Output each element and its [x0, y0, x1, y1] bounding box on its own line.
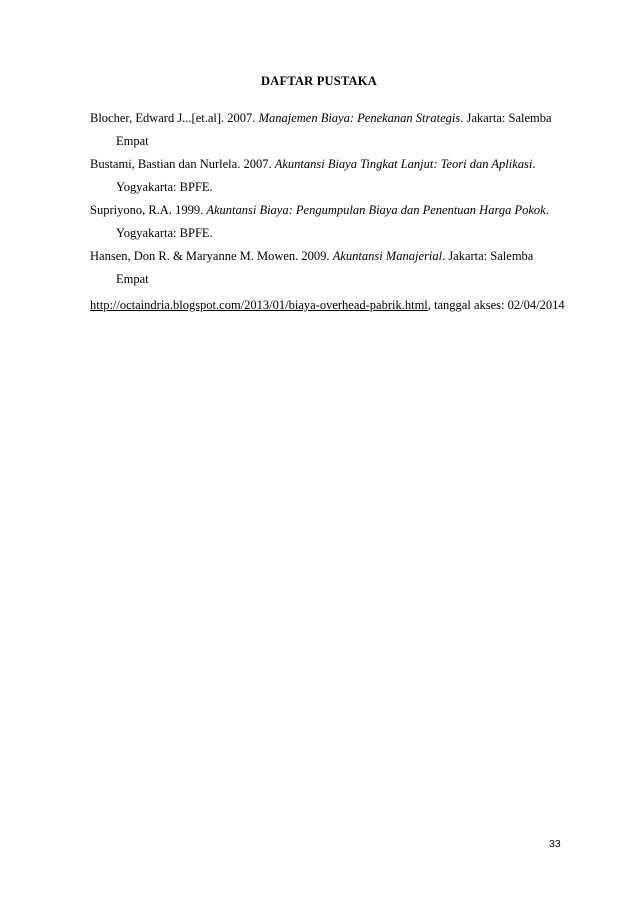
- reference-publisher: . Yogyakarta: BPFE.: [116, 203, 549, 240]
- reference-book-title: Akuntansi Biaya Tingkat Lanjut: Teori dan Aplikasi: [274, 157, 533, 171]
- reference-entry-bustami: [90, 153, 568, 199]
- reference-author: Supriyono, R.A. 1999.: [90, 203, 207, 217]
- reference-book-title: Akuntansi Biaya: Pengumpulan Biaya dan Penentuan Harga Pokok: [206, 203, 546, 217]
- page-title: DAFTAR PUSTAKA: [261, 74, 377, 88]
- reference-book-title: Akuntansi Manajerial: [332, 249, 443, 263]
- reference-book-title: Manajemen Biaya: Penekanan Strategis: [258, 111, 461, 125]
- reference-url-link[interactable]: http://octaindria.blogspot.com/2013/01/biaya-overhead-pabrik.html: [90, 298, 428, 312]
- reference-publisher: . Jakarta: Salemba Empat: [116, 249, 534, 286]
- reference-entry-supriyono: [90, 199, 568, 245]
- reference-author: Blocher, Edward J...[et.al]. 2007.: [90, 111, 259, 125]
- reference-publisher: . Yogyakarta: BPFE.: [116, 157, 536, 194]
- reference-list: [90, 107, 568, 317]
- page-number: 33: [549, 838, 561, 850]
- reference-access-date: , tanggal akses: 02/04/2014: [427, 298, 565, 312]
- reference-entry-web: [90, 294, 568, 317]
- reference-entry-hansen: [90, 245, 568, 291]
- reference-author: Bustami, Bastian dan Nurlela. 2007.: [90, 157, 275, 171]
- reference-publisher: . Jakarta: Salemba Empat: [116, 111, 552, 148]
- reference-author: Hansen, Don R. & Maryanne M. Mowen. 2009.: [90, 249, 333, 263]
- reference-entry-blocher: [90, 107, 568, 153]
